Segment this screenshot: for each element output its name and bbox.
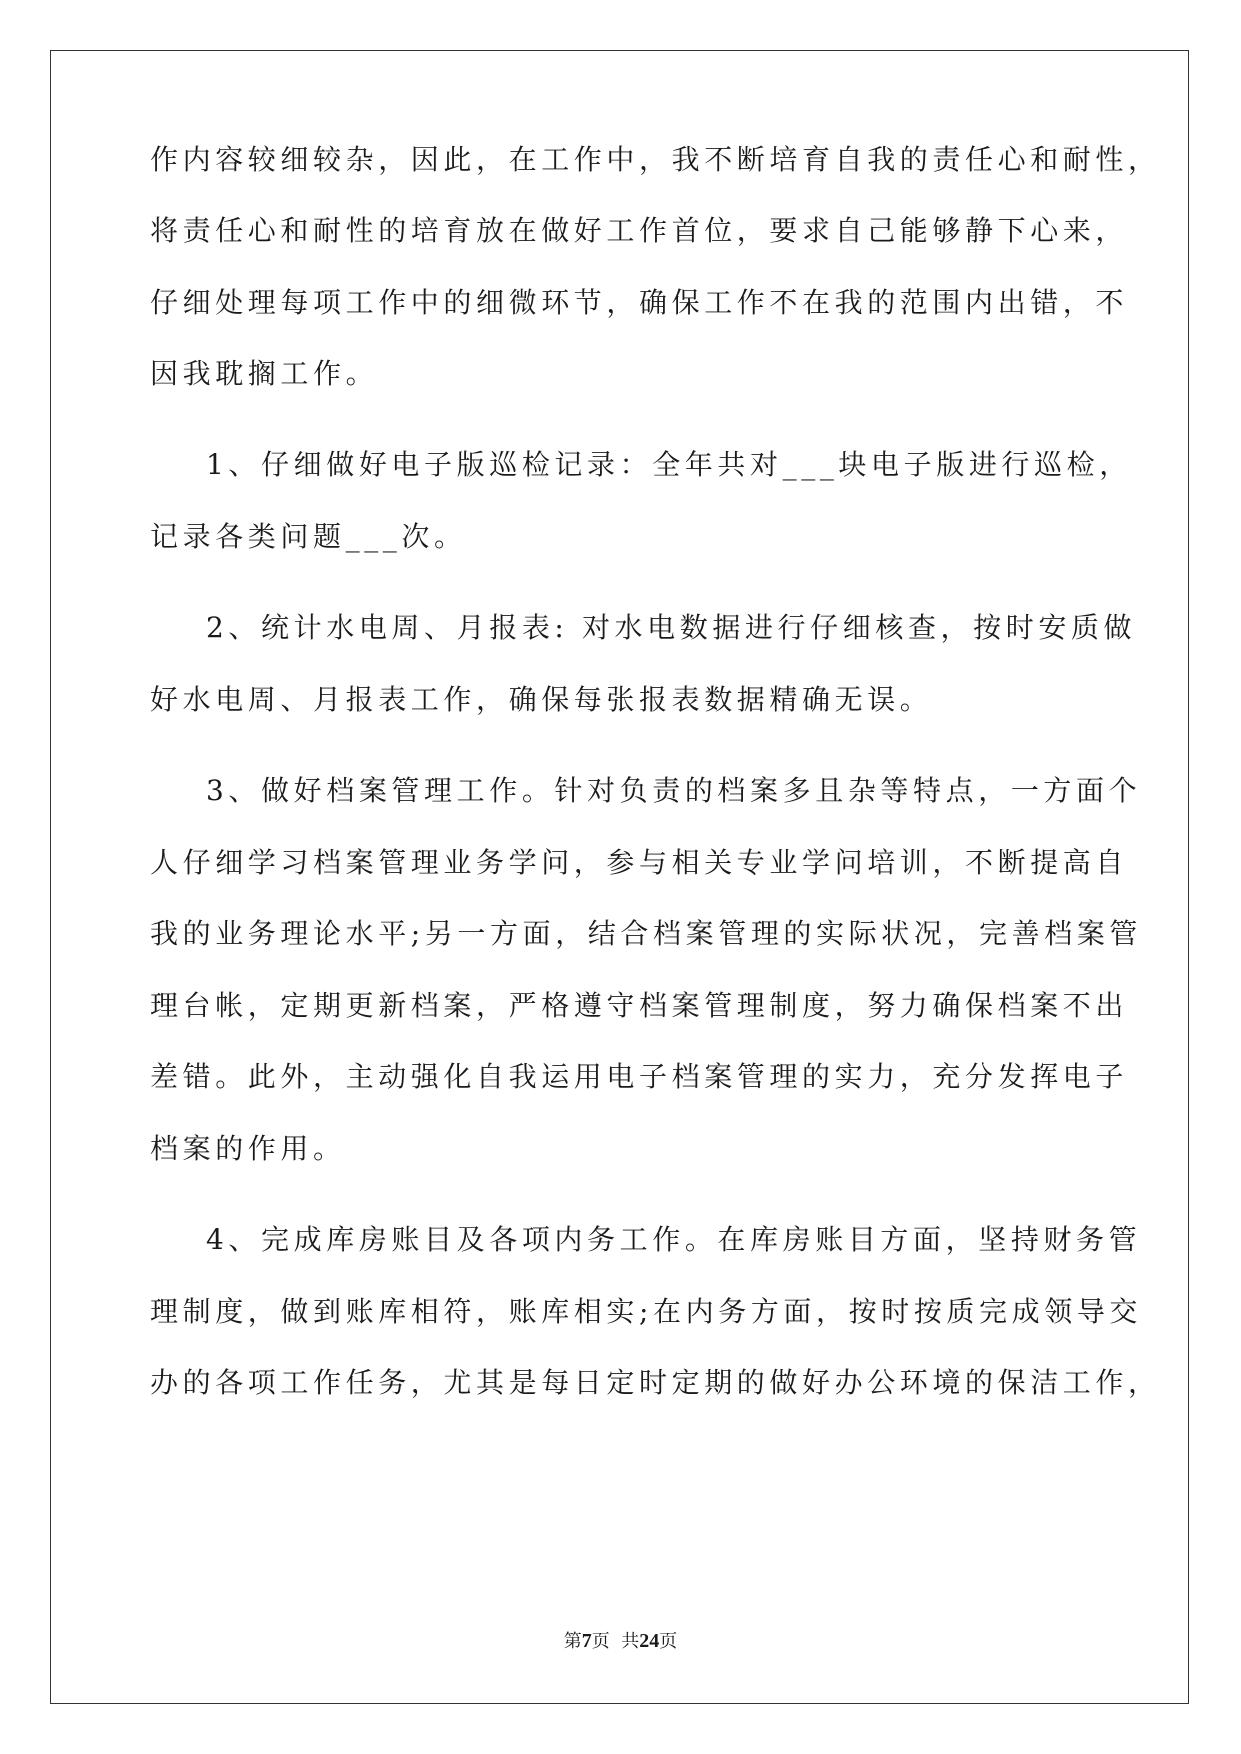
text-line-9: 3、做好档案管理工作。针对负责的档案多且杂等特点，一方面个 <box>206 774 1142 807</box>
text-line-8: 好水电周、月报表工作，确保每张报表数据精确无误。 <box>150 683 933 716</box>
text-line-6: 记录各类问题___次。 <box>150 520 467 553</box>
footer-total-pages: 24 <box>639 1630 660 1652</box>
text-line-13: 差错。此外，主动强化自我运用电子档案管理的实力，充分发挥电子 <box>150 1060 1129 1093</box>
footer-mid: 页 共 <box>591 1631 640 1652</box>
text-line-7: 2、统计水电周、月报表: 对水电数据进行仔细核查，按时安质做 <box>206 611 1137 644</box>
text-line-4: 因我耽搁工作。 <box>150 357 379 390</box>
text-line-15: 4、完成库房账目及各项内务工作。在库房账目方面，坚持财务管 <box>206 1223 1142 1256</box>
footer-suffix: 页 <box>659 1631 678 1652</box>
footer-prefix: 第 <box>563 1631 582 1652</box>
text-line-10: 人仔细学习档案管理业务学问，参与相关专业学问培训，不断提高自 <box>150 846 1129 879</box>
text-line-11: 我的业务理论水平;另一方面，结合档案管理的实际状况，完善档案管 <box>150 917 1143 950</box>
footer-page-number: 7 <box>581 1630 592 1652</box>
text-line-3: 仔细处理每项工作中的细微环节，确保工作不在我的范围内出错，不 <box>150 286 1129 319</box>
text-line-12: 理台帐，定期更新档案，严格遵守档案管理制度，努力确保档案不出 <box>150 989 1129 1022</box>
text-line-1: 作内容较细较杂，因此，在工作中，我不断培育自我的责任心和耐性， <box>150 143 1161 176</box>
page-footer <box>0 1629 1241 1654</box>
text-line-16: 理制度，做到账库相符，账库相实;在内务方面，按时按质完成领导交 <box>150 1295 1143 1328</box>
text-line-5: 1、仔细做好电子版巡检记录：全年共对___块电子版进行巡检， <box>206 448 1132 481</box>
text-line-17: 办的各项工作任务，尤其是每日定时定期的做好办公环境的保洁工作， <box>150 1366 1161 1399</box>
text-line-2: 将责任心和耐性的培育放在做好工作首位，要求自己能够静下心来， <box>150 214 1129 247</box>
text-line-14: 档案的作用。 <box>150 1132 346 1165</box>
